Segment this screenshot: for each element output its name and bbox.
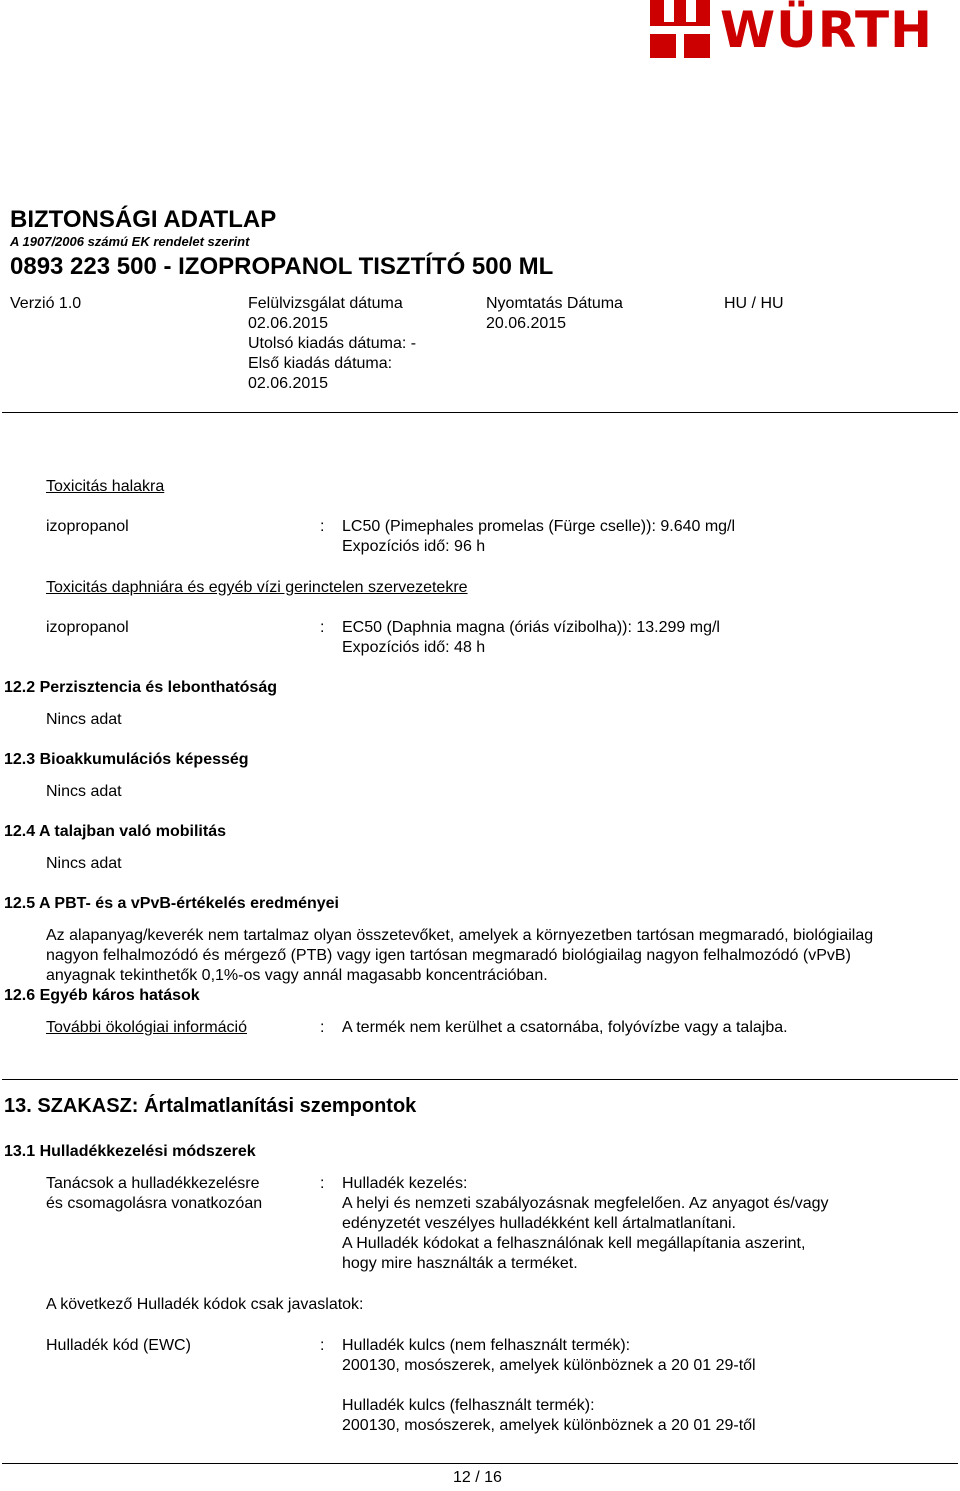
section-13-heading: 13. SZAKASZ: Ártalmatlanítási szempontok [4, 1095, 417, 1117]
pbt-line: anyagnak tekinthetők 0,1%-os vagy annál magasabb koncentrációban. [46, 967, 548, 984]
page-number: 12 / 16 [453, 1469, 502, 1486]
fish-substance: izopropanol [46, 518, 129, 535]
advice-colon: : [320, 1175, 325, 1192]
fish-colon: : [320, 518, 325, 535]
doc-subtitle: A 1907/2006 számú EK rendelet szerint [10, 234, 250, 249]
section-12-3-text: Nincs adat [46, 783, 122, 800]
print-date: 20.06.2015 [486, 315, 567, 332]
section-rule [2, 1079, 958, 1080]
codes-note: A következő Hulladék kódok csak javaslatok: [46, 1296, 364, 1313]
section-13-1-heading: 13.1 Hulladékkezelési módszerek [4, 1143, 256, 1160]
product-name: 0893 223 500 - IZOPROPANOL TISZTÍTÓ 500 ML [10, 253, 554, 280]
wurth-logo [648, 0, 960, 62]
doc-title: BIZTONSÁGI ADATLAP [10, 206, 277, 233]
pbt-paragraph [46, 926, 873, 986]
advice-line: hogy mire használták a terméket. [342, 1255, 578, 1272]
advice-line: Hulladék kezelés: [342, 1175, 468, 1192]
header-rule [2, 412, 958, 413]
revision-label: Felülvizsgálat dátuma [248, 295, 403, 312]
ewc-line: 200130, mosószerek, amelyek különböznek a 20 01 29-től [342, 1357, 756, 1374]
advice-line: A Hulladék kódokat a felhasználónak kell megállapítania aszerint, [342, 1235, 806, 1252]
first-issue-label: Első kiadás dátuma: [248, 355, 393, 372]
ewc-line: 200130, mosószerek, amelyek különböznek a 20 01 29-től [342, 1417, 756, 1434]
revision-date: 02.06.2015 [248, 315, 329, 332]
daphnia-colon: : [320, 619, 325, 636]
language: HU / HU [724, 295, 784, 312]
advice-line: A helyi és nemzeti szabályozásnak megfelelően. Az anyagot és/vagy [342, 1195, 829, 1212]
advice-line: edényzetét veszélyes hulladékként kell ártalmatlanítani. [342, 1215, 736, 1232]
pbt-line: nagyon felhalmozódó és mérgező (PTB) vagy igen tartósan megmaradó biológiailag nagyon felhalmozódó (vPvB) [46, 947, 851, 964]
ewc-line: Hulladék kulcs (nem felhasznált termék): [342, 1337, 631, 1354]
fish-exposure: Expozíciós idő: 96 h [342, 538, 486, 555]
section-12-2-heading: 12.2 Perzisztencia és lebonthatóság [4, 679, 277, 696]
ewc-line: Hulladék kulcs (felhasznált termék): [342, 1397, 595, 1414]
advice-label [46, 1174, 262, 1214]
daphnia-substance: izopropanol [46, 619, 129, 636]
advice-label-line: Tanácsok a hulladékkezelésre [46, 1175, 260, 1192]
section-12-5-heading: 12.5 A PBT- és a vPvB-értékelés eredményei [4, 895, 339, 912]
eco-info-label: További ökológiai információ [46, 1019, 247, 1036]
ewc-used [342, 1396, 756, 1436]
ewc-label: Hulladék kód (EWC) [46, 1337, 191, 1354]
eco-info-colon: : [320, 1019, 325, 1036]
advice-text [342, 1174, 829, 1274]
daphnia-heading: Toxicitás daphniára és egyéb vízi gerinctelen szervezetekre [46, 579, 468, 596]
print-label: Nyomtatás Dátuma [486, 295, 623, 312]
section-12-4-text: Nincs adat [46, 855, 122, 872]
ewc-colon: : [320, 1337, 325, 1354]
wurth-logo-text: WÜRTH [720, 1, 933, 59]
footer-rule [2, 1463, 958, 1464]
daphnia-value: EC50 (Daphnia magna (óriás vízibolha)): 13.299 mg/l [342, 619, 720, 636]
eco-info-text: A termék nem kerülhet a csatornába, folyóvízbe vagy a talajba. [342, 1019, 788, 1036]
first-issue-date: 02.06.2015 [248, 375, 329, 392]
last-issue: Utolsó kiadás dátuma: - [248, 335, 417, 352]
advice-label-line: és csomagolásra vonatkozóan [46, 1195, 263, 1212]
section-12-4-heading: 12.4 A talajban való mobilitás [4, 823, 226, 840]
version: Verzió 1.0 [10, 295, 82, 312]
section-12-2-text: Nincs adat [46, 711, 122, 728]
fish-value: LC50 (Pimephales promelas (Fürge cselle)): 9.640 mg/l [342, 518, 736, 535]
ewc-unused [342, 1336, 756, 1376]
fish-heading: Toxicitás halakra [46, 478, 165, 495]
pbt-line: Az alapanyag/keverék nem tartalmaz olyan összetevőket, amelyek a környezetben tartósan megmaradó, biológiailag [46, 927, 874, 944]
daphnia-exposure: Expozíciós idő: 48 h [342, 639, 486, 656]
section-12-3-heading: 12.3 Bioakkumulációs képesség [4, 751, 249, 768]
section-12-6-heading: 12.6 Egyéb káros hatások [4, 987, 200, 1004]
